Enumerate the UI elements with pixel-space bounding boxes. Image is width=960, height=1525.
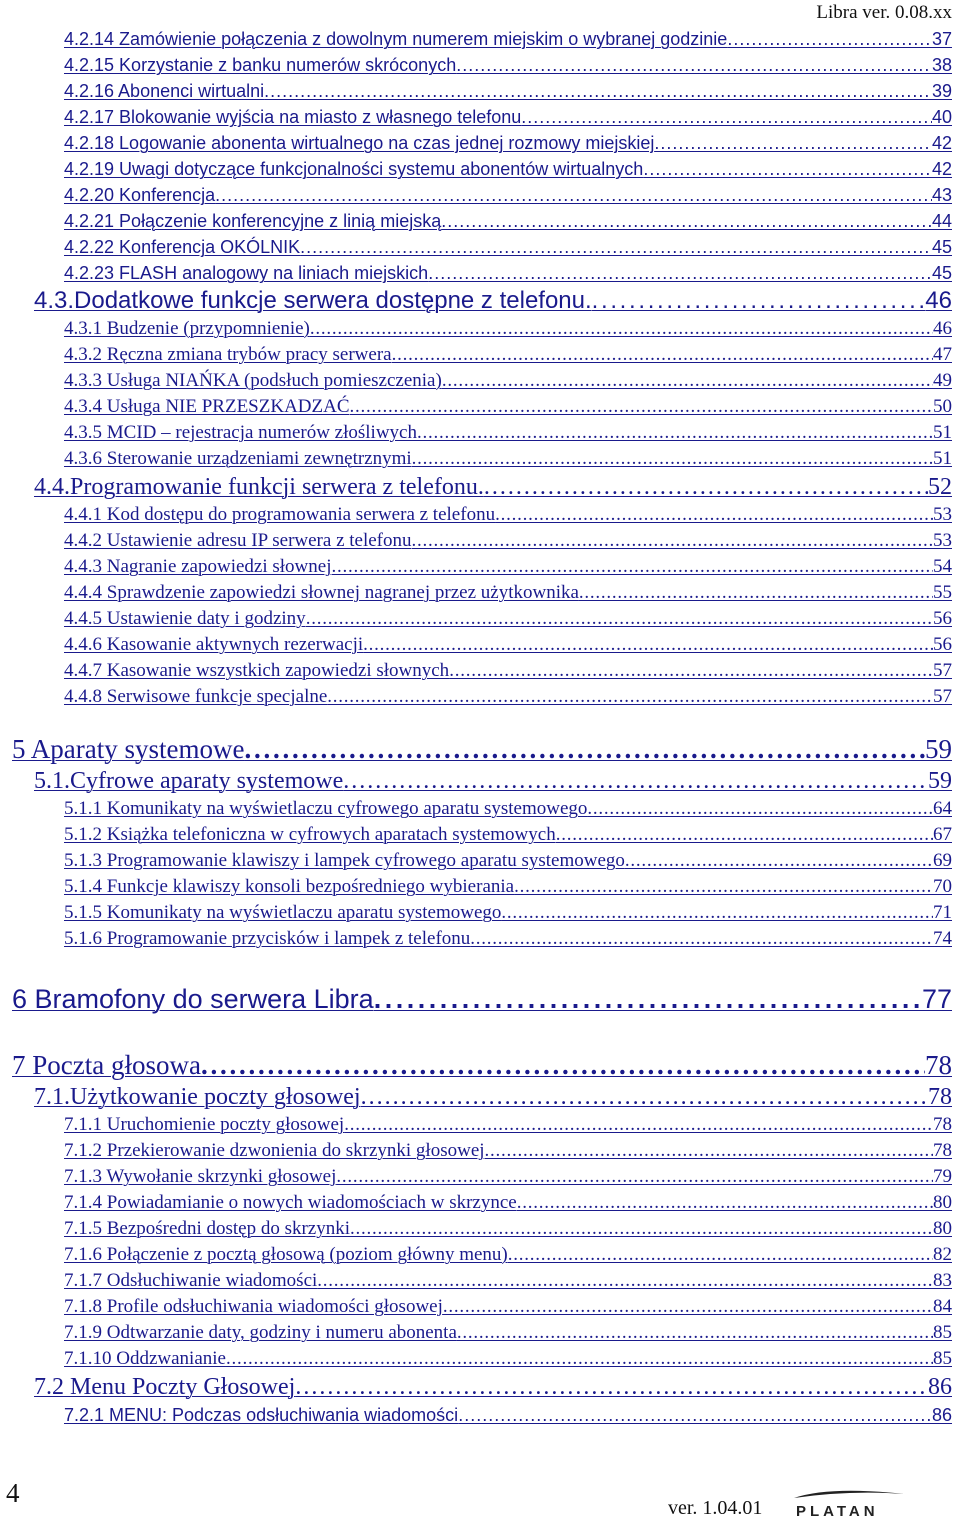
toc-chapter-7[interactable]: 7 Poczta głosowa . . . 78: [0, 1048, 960, 1082]
toc-entry-4-4-6[interactable]: 4.4.6 Kasowanie aktywnych rezerwacji . . . 56: [0, 632, 960, 658]
toc-entry-4-4-2[interactable]: 4.4.2 Ustawienie adresu IP serwera z telefonu . . . 53: [0, 528, 960, 554]
toc-entry-5-1-6[interactable]: 5.1.6 Programowanie przycisków i lampek z telefonu . . . 74: [0, 926, 960, 952]
toc-entry-7-1-10[interactable]: 7.1.10 Oddzwanianie . . . 85: [0, 1346, 960, 1372]
toc-entry-4-4-8[interactable]: 4.4.8 Serwisowe funkcje specjalne . . . 57: [0, 684, 960, 710]
toc-entry-4-3-1[interactable]: 4.3.1 Budzenie (przypomnienie) . . . 46: [0, 316, 960, 342]
toc-entry-5-1-5[interactable]: 5.1.5 Komunikaty na wyświetlaczu aparatu systemowego . . . 71: [0, 900, 960, 926]
toc-entry-4-3-2[interactable]: 4.3.2 Ręczna zmiana trybów pracy serwera . . . 47: [0, 342, 960, 368]
toc-entry-4-2-23[interactable]: 4.2.23 FLASH analogowy na liniach miejskich . . . 45: [0, 260, 960, 286]
logo-text: PLATAN: [796, 1503, 879, 1520]
toc-section-5-1[interactable]: 5.1.Cyfrowe aparaty systemowe . . . 59: [0, 766, 960, 796]
toc-entry-7-1-3[interactable]: 7.1.3 Wywołanie skrzynki głosowej . . . 79: [0, 1164, 960, 1190]
toc-section-4-3[interactable]: 4.3.Dodatkowe funkcje serwera dostępne z telefonu. . . . 46: [0, 286, 960, 316]
toc-entry-5-1-3[interactable]: 5.1.3 Programowanie klawiszy i lampek cyfrowego aparatu systemowego . . . 69: [0, 848, 960, 874]
toc-entry-4-4-7[interactable]: 4.4.7 Kasowanie wszystkich zapowiedzi słownych . . . 57: [0, 658, 960, 684]
toc-entry-4-3-5[interactable]: 4.3.5 MCID – rejestracja numerów złośliwych . . . 51: [0, 420, 960, 446]
toc-entry-7-1-9[interactable]: 7.1.9 Odtwarzanie daty, godziny i numeru abonenta . . . 85: [0, 1320, 960, 1346]
toc-entry-7-2-1[interactable]: 7.2.1 MENU: Podczas odsłuchiwania wiadomości . . . 86: [0, 1402, 960, 1428]
toc-entry-4-2-14[interactable]: 4.2.14 Zamówienie połączenia z dowolnym numerem miejskim o wybranej godzinie . . . 37: [0, 26, 960, 52]
toc-chapter-5[interactable]: 5 Aparaty systemowe . . . 59: [0, 732, 960, 766]
table-of-contents: [0, 26, 960, 1428]
toc-entry-4-3-3[interactable]: 4.3.3 Usługa NIAŃKA (podsłuch pomieszczenia) . . . 49: [0, 368, 960, 394]
document-header-version: Libra ver. 0.08.xx: [816, 2, 952, 23]
toc-entry-4-2-18[interactable]: 4.2.18 Logowanie abonenta wirtualnego na czas jednej rozmowy miejskiej . . . 42: [0, 130, 960, 156]
toc-entry-4-4-3[interactable]: 4.4.3 Nagranie zapowiedzi słownej . . . 54: [0, 554, 960, 580]
toc-entry-4-4-1[interactable]: 4.4.1 Kod dostępu do programowania serwera z telefonu . . . 53: [0, 502, 960, 528]
toc-entry-7-1-4[interactable]: 7.1.4 Powiadamianie o nowych wiadomościach w skrzynce . . . 80: [0, 1190, 960, 1216]
toc-entry-4-2-20[interactable]: 4.2.20 Konferencja . . . 43: [0, 182, 960, 208]
toc-section-7-1[interactable]: 7.1.Użytkowanie poczty głosowej . . . 78: [0, 1082, 960, 1112]
toc-entry-7-1-8[interactable]: 7.1.8 Profile odsłuchiwania wiadomości głosowej . . . 84: [0, 1294, 960, 1320]
toc-entry-7-1-7[interactable]: 7.1.7 Odsłuchiwanie wiadomości . . . 83: [0, 1268, 960, 1294]
toc-entry-4-3-6[interactable]: 4.3.6 Sterowanie urządzeniami zewnętrznymi . . . 51: [0, 446, 960, 472]
toc-entry-5-1-1[interactable]: 5.1.1 Komunikaty na wyświetlaczu cyfrowego aparatu systemowego . . . 64: [0, 796, 960, 822]
toc-entry-4-2-15[interactable]: 4.2.15 Korzystanie z banku numerów skróconych . . . 38: [0, 52, 960, 78]
toc-entry-4-2-21[interactable]: 4.2.21 Połączenie konferencyjne z linią miejską . . . 44: [0, 208, 960, 234]
toc-section-4-4[interactable]: 4.4.Programowanie funkcji serwera z telefonu. . . . 52: [0, 472, 960, 502]
footer-version: ver. 1.04.01: [668, 1497, 763, 1519]
toc-entry-7-1-6[interactable]: 7.1.6 Połączenie z pocztą głosową (poziom główny menu) . . . 82: [0, 1242, 960, 1268]
platan-logo: [790, 1484, 908, 1520]
toc-entry-4-4-5[interactable]: 4.4.5 Ustawienie daty i godziny . . . 56: [0, 606, 960, 632]
toc-entry-4-2-19[interactable]: 4.2.19 Uwagi dotyczące funkcjonalności systemu abonentów wirtualnych . . . 42: [0, 156, 960, 182]
toc-section-7-2[interactable]: 7.2 Menu Poczty Głosowej . . . 86: [0, 1372, 960, 1402]
toc-entry-7-1-1[interactable]: 7.1.1 Uruchomienie poczty głosowej . . . 78: [0, 1112, 960, 1138]
toc-entry-4-3-4[interactable]: 4.3.4 Usługa NIE PRZESZKADZAĆ . . . 50: [0, 394, 960, 420]
toc-entry-7-1-2[interactable]: 7.1.2 Przekierowanie dzwonienia do skrzynki głosowej . . . 78: [0, 1138, 960, 1164]
toc-entry-4-2-17[interactable]: 4.2.17 Blokowanie wyjścia na miasto z własnego telefonu . . . 40: [0, 104, 960, 130]
toc-entry-4-4-4[interactable]: 4.4.4 Sprawdzenie zapowiedzi słownej nagranej przez użytkownika . . . 55: [0, 580, 960, 606]
toc-entry-7-1-5[interactable]: 7.1.5 Bezpośredni dostęp do skrzynki . . . 80: [0, 1216, 960, 1242]
toc-entry-4-2-22[interactable]: 4.2.22 Konferencja OKÓLNIK . . . 45: [0, 234, 960, 260]
toc-entry-5-1-4[interactable]: 5.1.4 Funkcje klawiszy konsoli bezpośredniego wybierania . . . 70: [0, 874, 960, 900]
page-number: 4: [6, 1478, 20, 1508]
toc-entry-4-2-16[interactable]: 4.2.16 Abonenci wirtualni . . . 39: [0, 78, 960, 104]
toc-entry-5-1-2[interactable]: 5.1.2 Książka telefoniczna w cyfrowych aparatach systemowych . . . 67: [0, 822, 960, 848]
toc-chapter-6[interactable]: 6 Bramofony do serwera Libra . . . 77: [0, 982, 960, 1016]
